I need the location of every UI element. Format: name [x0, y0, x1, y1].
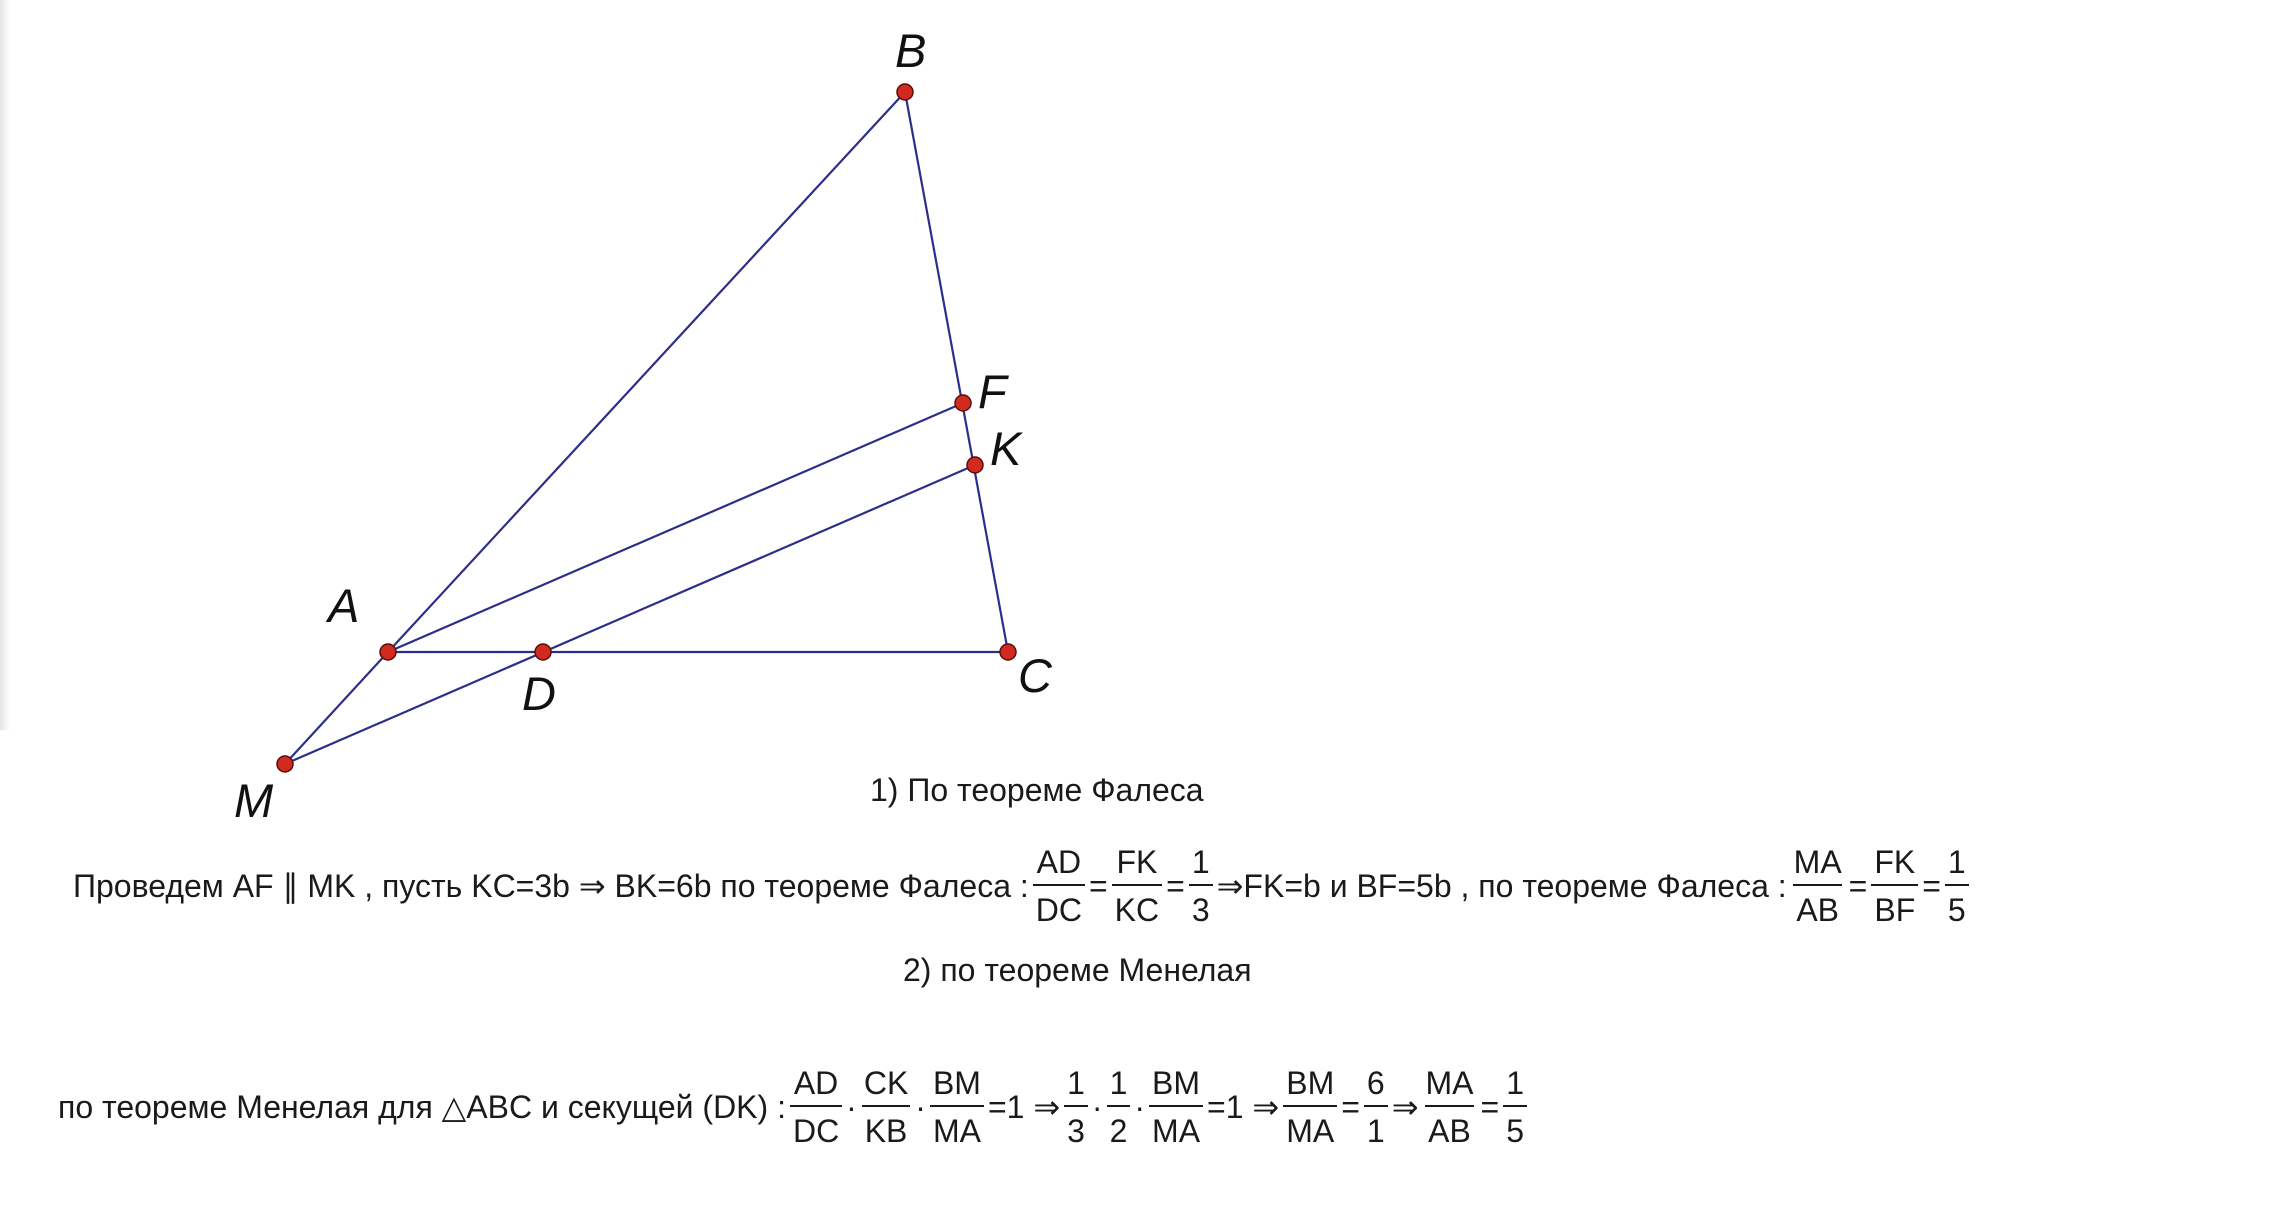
fraction-numerator: MA: [1425, 1065, 1474, 1101]
fraction-numerator: BM: [932, 1065, 981, 1101]
fraction-numerator: 6: [1366, 1065, 1385, 1101]
formula-text: ⇒FK=b и BF=5b , по теореме Фалеса :: [1216, 868, 1787, 904]
formula-text: =: [1088, 867, 1108, 904]
point-label-c: C: [1018, 649, 1052, 702]
fraction: [861, 1067, 911, 1147]
formula-text: по теореме Менелая для △ABC и секущей (DK) :: [58, 1089, 786, 1125]
fraction-denominator: DC: [790, 1105, 842, 1147]
fraction-numerator: 1: [1109, 1065, 1128, 1101]
fraction-denominator: KB: [862, 1105, 911, 1147]
point-label-k: K: [990, 422, 1022, 475]
formula-text: =: [1166, 867, 1185, 904]
fraction-numerator: BM: [1152, 1065, 1201, 1101]
point-f: [955, 395, 971, 411]
fraction-numerator: BM: [1286, 1065, 1335, 1101]
fraction-numerator: 1: [1067, 1065, 1085, 1101]
fraction: [1064, 1067, 1088, 1147]
fraction: [1423, 1067, 1477, 1147]
fraction-numerator: FK: [1116, 844, 1158, 880]
heading-menelaus: 2) по теореме Менелая: [903, 952, 1252, 988]
fraction-denominator: 5: [1945, 884, 1969, 926]
solution-line-thales: [73, 846, 1973, 926]
fraction-denominator: MA: [1283, 1105, 1337, 1147]
fraction-numerator: 1: [1506, 1065, 1524, 1101]
fraction: [1503, 1067, 1527, 1147]
segments-group: [285, 92, 1008, 764]
fraction: [1283, 1067, 1337, 1147]
point-label-b: B: [895, 24, 927, 77]
fraction: [1364, 1067, 1388, 1147]
fraction-numerator: 1: [1191, 844, 1210, 880]
segment-af: [388, 403, 963, 652]
fraction: [1112, 846, 1162, 926]
point-d: [535, 644, 551, 660]
fraction-denominator: DC: [1033, 884, 1085, 926]
fraction-numerator: FK: [1874, 844, 1916, 880]
formula-text: ·: [846, 1088, 857, 1125]
point-label-f: F: [978, 365, 1007, 418]
formula-text: =: [1341, 1088, 1360, 1125]
fraction-denominator: 3: [1064, 1105, 1088, 1147]
formula-text: Проведем AF ∥ MK , пусть KC=3b ⇒ BK=6b по теореме Фалеса :: [73, 868, 1029, 904]
point-label-d: D: [522, 667, 556, 720]
fraction-denominator: MA: [930, 1105, 984, 1147]
fraction: [1107, 1067, 1131, 1147]
segment-ab: [388, 92, 905, 652]
fraction: [1149, 1067, 1203, 1147]
fraction-denominator: 1: [1364, 1105, 1388, 1147]
fraction-numerator: MA: [1793, 844, 1842, 880]
segment-mk: [285, 465, 975, 764]
formula-text: =: [1480, 1088, 1500, 1125]
fraction-denominator: 2: [1107, 1105, 1131, 1147]
formula-text: ·: [1091, 1088, 1103, 1125]
formula-text: =: [1922, 867, 1941, 904]
fraction: [930, 1067, 984, 1147]
point-m: [277, 756, 293, 772]
point-labels-group: [234, 24, 1053, 827]
point-k: [967, 457, 983, 473]
point-b: [897, 84, 913, 100]
fraction-denominator: MA: [1149, 1105, 1203, 1147]
formula-text: =1 ⇒: [987, 1089, 1061, 1125]
fraction-denominator: 5: [1503, 1105, 1527, 1147]
point-label-a: A: [328, 579, 360, 632]
fraction: [790, 1067, 842, 1147]
fraction-denominator: AB: [1793, 884, 1842, 926]
fraction-denominator: KC: [1112, 884, 1162, 926]
fraction-denominator: BF: [1871, 884, 1918, 926]
fraction: [1791, 846, 1845, 926]
formula-text: =1 ⇒: [1207, 1089, 1280, 1125]
fraction-numerator: 1: [1947, 844, 1966, 880]
point-label-m: M: [234, 774, 274, 827]
fraction: [1945, 846, 1969, 926]
fraction-numerator: CK: [863, 1065, 909, 1101]
fraction-denominator: AB: [1425, 1105, 1474, 1147]
point-c: [1000, 644, 1016, 660]
formula-text: ·: [1134, 1088, 1146, 1125]
point-a: [380, 644, 396, 660]
formula-text: ⇒: [1391, 1089, 1419, 1125]
fraction-numerator: AD: [793, 1065, 839, 1101]
fraction: [1189, 846, 1213, 926]
segment-ma: [285, 652, 388, 764]
solution-line-menelaus: [58, 1067, 1531, 1147]
fraction: [1871, 846, 1918, 926]
formula-text: =: [1848, 867, 1868, 904]
fraction-denominator: 3: [1189, 884, 1213, 926]
fraction-numerator: AD: [1036, 844, 1082, 880]
fraction: [1033, 846, 1085, 926]
heading-thales: 1) По теореме Фалеса: [870, 772, 1204, 808]
formula-text: ·: [915, 1088, 926, 1125]
